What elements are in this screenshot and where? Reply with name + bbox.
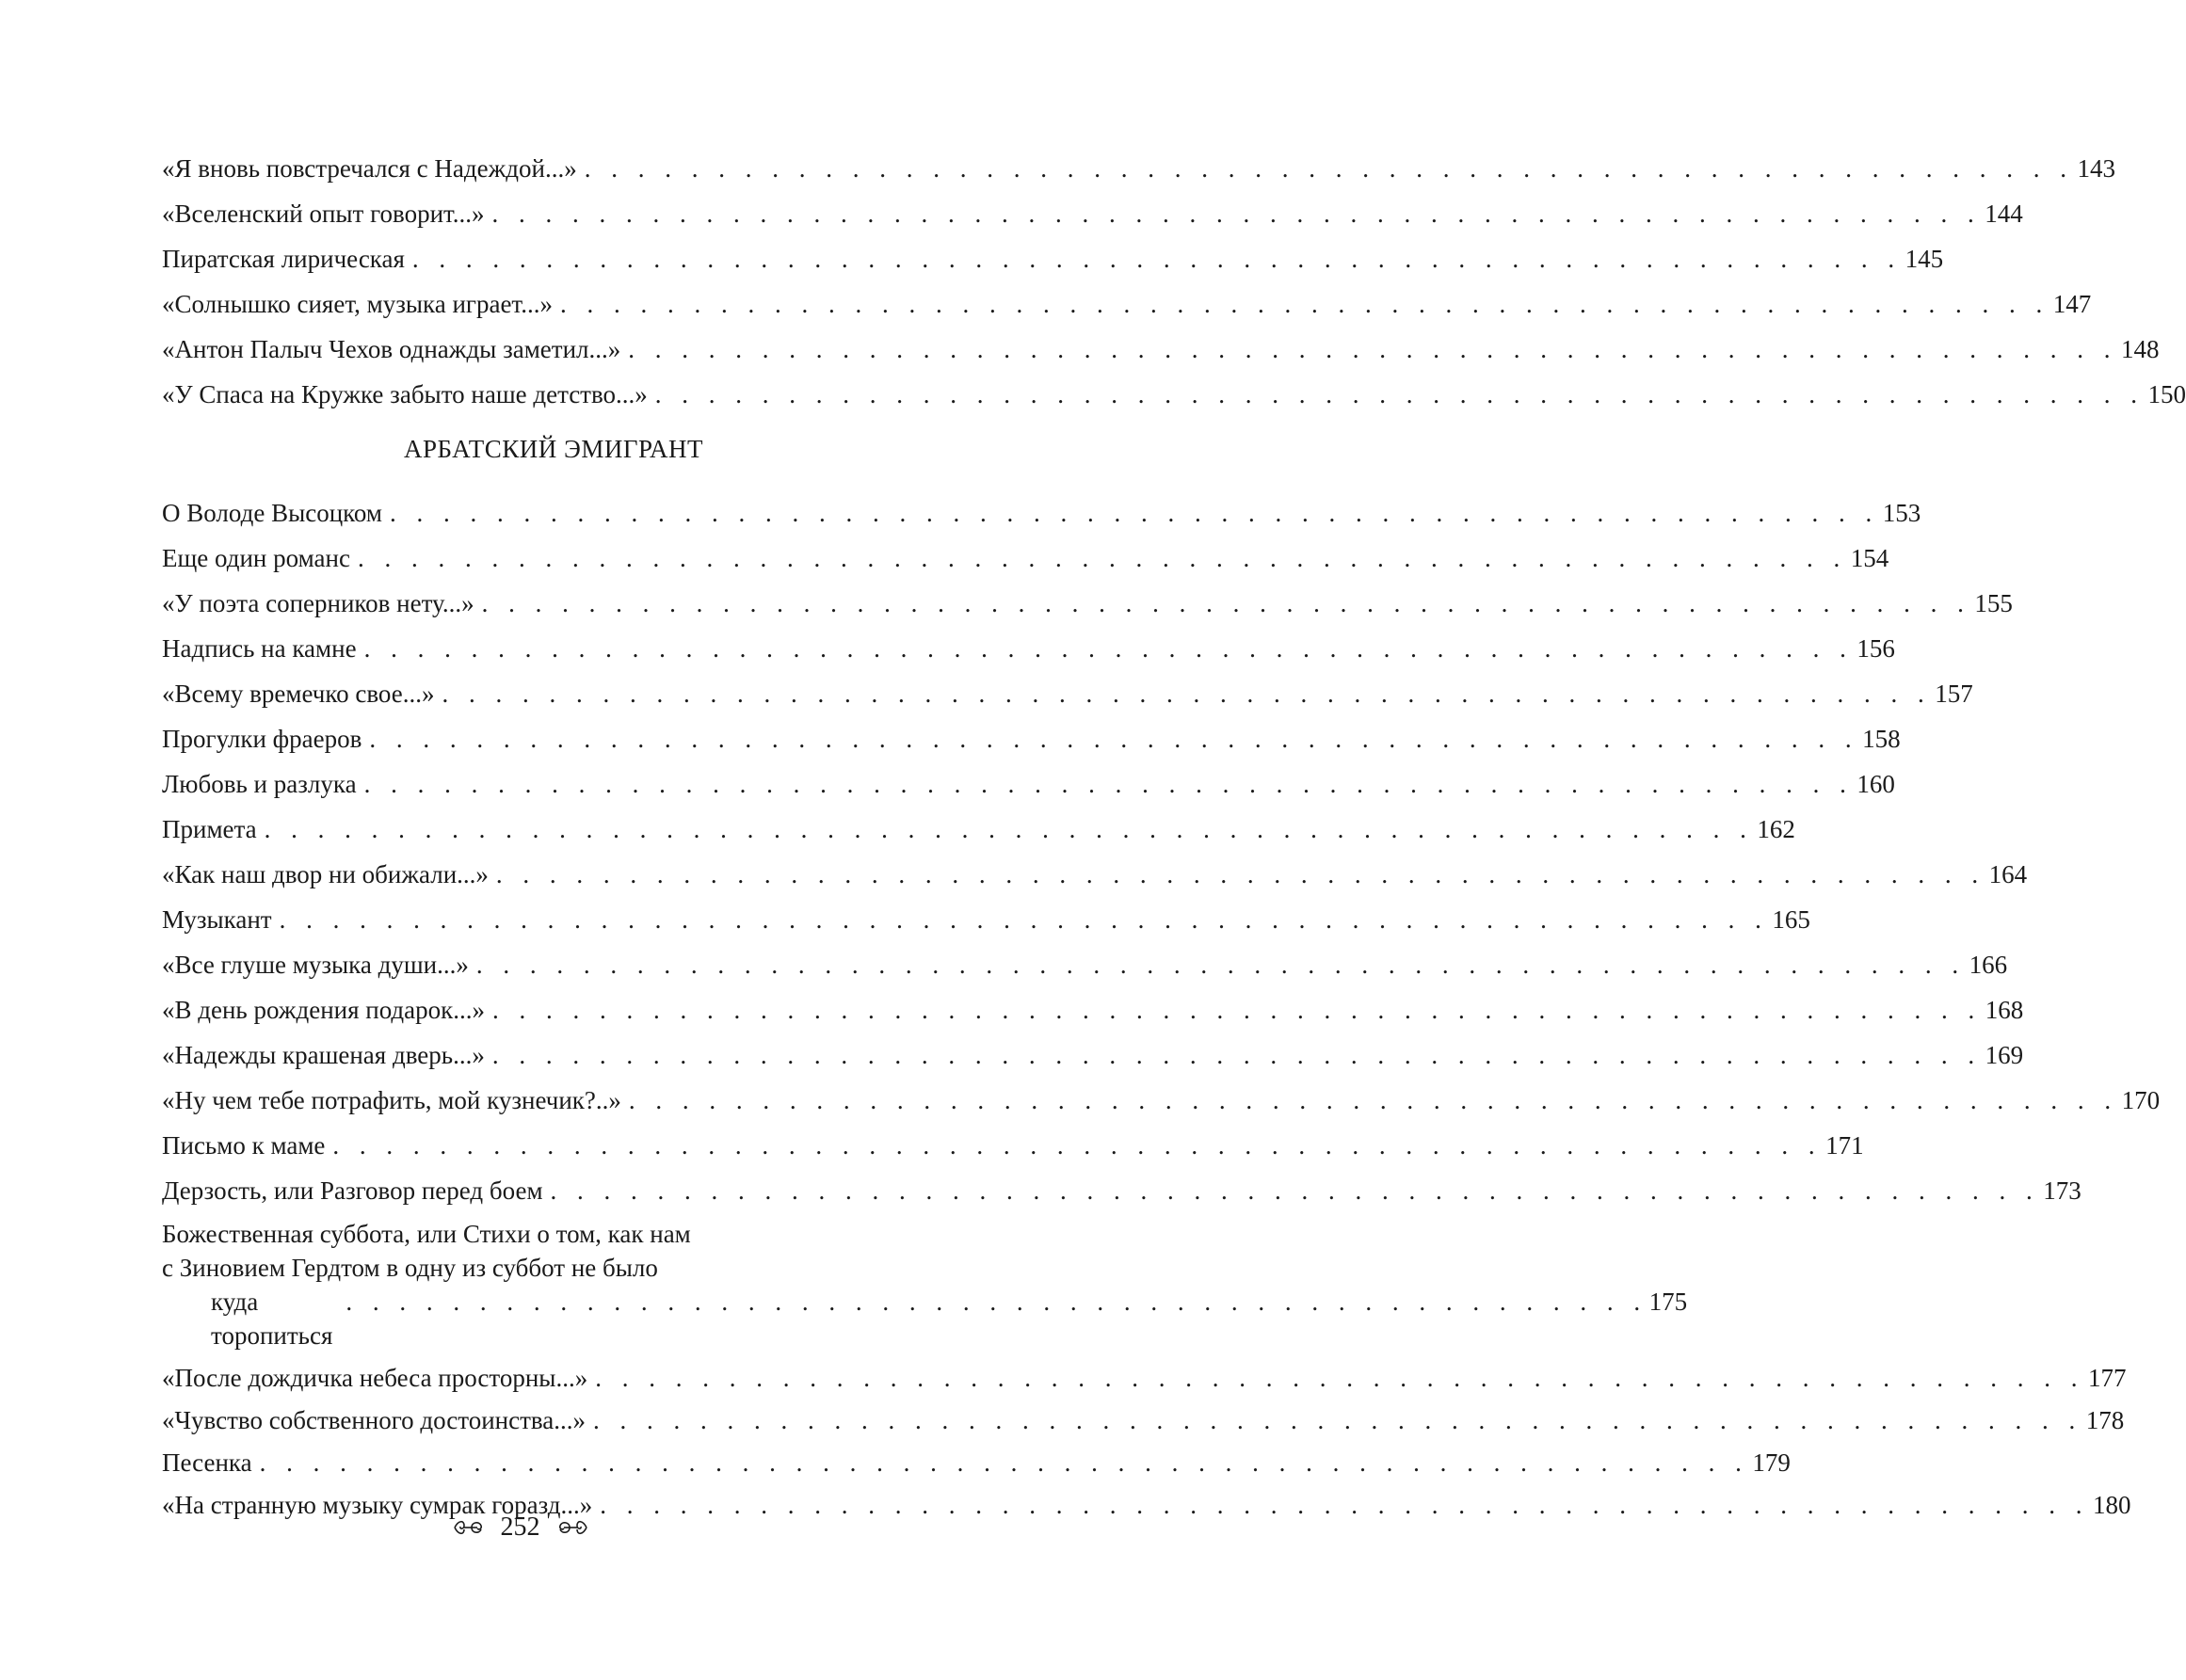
toc-entry[interactable] — [162, 858, 2028, 904]
leader-dots: . . . . . . . . . . . . . . . . . . . . . . . . . . . . . . . . . . . . . . . . . . . . . . . . . . . . . . . . — [279, 905, 1769, 934]
toc-entry[interactable] — [162, 1039, 2024, 1084]
toc-entry-title: «Антон Палыч Чехов однажды заметил...» — [162, 335, 621, 363]
toc-entry-title-line-3-row — [162, 1285, 1688, 1352]
toc-entry-page: 155 — [1974, 589, 2013, 617]
leader-dots: . . . . . . . . . . . . . . . . . . . . . . . . . . . . . . . . . . . . . . . . . . . . . . . . . . . . . . . . — [411, 245, 1902, 273]
leader-dots: . . . . . . . . . . . . . . . . . . . . . . . . . . . . . . . . . . . . . . . . . . . . . . . . . . . . . . . . — [491, 200, 1982, 228]
toc-entry-page: 169 — [1985, 1041, 2024, 1069]
page-footer — [0, 1510, 1040, 1544]
toc-entry-page: 145 — [1905, 245, 1944, 273]
toc-entry-title: Прогулки фраеров — [162, 725, 362, 753]
toc-entry-title: «Все глуше музыка души...» — [162, 951, 469, 979]
toc-entry-title: «Солнышко сияет, музыка играет...» — [162, 290, 553, 318]
toc-entry-title: «Всему времечко свое...» — [162, 680, 435, 708]
toc-entry-page: 164 — [1988, 860, 2028, 888]
toc-entry[interactable] — [162, 1404, 2125, 1447]
toc-entry-title: Письмо к маме — [162, 1131, 326, 1160]
leader-dots: . . . . . . . . . . . . . . . . . . . . . . . . . . . . . . . . . . . . . . . . . . . . . . . . . . . . . . . . — [593, 1406, 2082, 1434]
page-number: 252 — [500, 1512, 540, 1542]
toc-entry[interactable] — [162, 1447, 1791, 1489]
toc-entry[interactable] — [162, 1129, 1864, 1175]
toc-entry-title: О Володе Высоцком — [162, 499, 382, 527]
toc-entry-title: Музыкант — [162, 905, 272, 934]
toc-entry-title: «Вселенский опыт говорит...» — [162, 200, 485, 228]
section-heading: АРБАТСКИЙ ЭМИГРАНТ — [403, 435, 704, 463]
toc-entry-multiline[interactable] — [162, 1217, 1688, 1352]
toc-entry-title-line-1: Божественная суббота, или Стихи о том, как нам — [162, 1220, 691, 1248]
leader-dots: . . . . . . . . . . . . . . . . . . . . . . . . . . . . . . . . . . . . . . . . . . . . . . . . . . . . . . . . — [363, 634, 1854, 663]
toc-entry-page: 178 — [2085, 1406, 2125, 1434]
leader-dots: . . . . . . . . . . . . . . . . . . . . . . . . . . . . . . . . . . . . . . . . . . . . . . . . . . . . . . . . — [332, 1131, 1823, 1160]
leader-dots: . . . . . . . . . . . . . . . . . . . . . . . . . . . . . . . . . . . . . . . . . . . . . . . . . . . . . . . . — [481, 589, 1971, 617]
leader-dots: . . . . . . . . . . . . . . . . . . . . . . . . . . . . . . . . . . . . . . . . . . . . . . . . . . . . . . . . — [369, 725, 1859, 753]
toc-entry-page: 171 — [1825, 1131, 1864, 1160]
leader-dots: . . . . . . . . . . . . . . . . . . . . . . . . . . . . . . . . . . . . . . . . . . . . . . . . . . . . . . . . — [491, 1041, 1982, 1069]
leader-dots: . . . . . . . . . . . . . . . . . . . . . . . . . . . . . . . . . . . . . . . . . . . . . . . . . . . . . . . . — [495, 860, 1985, 888]
leader-dots: . . . . . . . . . . . . . . . . . . . . . . . . . . . . . . . . . . . . . . . . . . . . . . . . . . . . . . . . — [259, 1448, 1749, 1477]
toc-entry[interactable] — [162, 243, 1944, 288]
toc-entry[interactable] — [162, 723, 1901, 768]
toc-entry-title: «Ну чем тебе потрафить, мой кузнечик?..» — [162, 1086, 621, 1114]
toc-entry-page: 170 — [2121, 1086, 2161, 1114]
toc-entry-title: «Я вновь повстречался с Надеждой...» — [162, 154, 577, 183]
toc-entry[interactable] — [162, 152, 2115, 198]
toc-entry[interactable] — [162, 288, 2092, 333]
toc-entry-page: 143 — [2077, 154, 2115, 183]
toc-entry-page: 150 — [2147, 380, 2186, 408]
toc-entry-page: 166 — [1969, 951, 2008, 979]
toc-entry[interactable] — [162, 678, 1973, 723]
leader-dots: . . . . . . . . . . . . . . . . . . . . . . . . . . . . . . . . . . . . . . . . . . . . . . . . . — [346, 1288, 1648, 1316]
toc-entry-title: «У Спаса на Кружке забыто наше детство...» — [162, 380, 648, 408]
toc-entry-title: Примета — [162, 815, 257, 843]
toc-entry[interactable] — [162, 949, 2008, 994]
toc-entry[interactable] — [162, 497, 1921, 542]
toc-entry-title: «Надежды крашеная дверь...» — [162, 1041, 485, 1069]
leader-dots: . . . . . . . . . . . . . . . . . . . . . . . . . . . . . . . . . . . . . . . . . . . . . . . . . . . . . . . . — [628, 1086, 2118, 1114]
toc-entry-page: 157 — [1935, 680, 1973, 708]
toc-entry-title: «После дождичка небеса просторны...» — [162, 1364, 588, 1392]
toc-entry[interactable] — [162, 994, 2024, 1039]
toc-entry[interactable] — [162, 768, 1895, 813]
leader-dots: . . . . . . . . . . . . . . . . . . . . . . . . . . . . . . . . . . . . . . . . . . . . . . . . . . . . . . . . — [475, 951, 1966, 979]
leader-dots: . . . . . . . . . . . . . . . . . . . . . . . . . . . . . . . . . . . . . . . . . . . . . . . . . . . . . . . . — [600, 1491, 2090, 1519]
toc-entry[interactable] — [162, 378, 2186, 424]
toc-entry-title: Дерзость, или Разговор перед боем — [162, 1176, 543, 1205]
toc-entry-page: 175 — [1648, 1288, 1688, 1316]
toc-entry-title: «На странную музыку сумрак горазд...» — [162, 1491, 593, 1519]
toc-entry[interactable] — [162, 813, 1795, 858]
leader-dots: . . . . . . . . . . . . . . . . . . . . . . . . . . . . . . . . . . . . . . . . . . . . . . . . . . . . . . . . — [628, 335, 2118, 363]
toc-entry[interactable] — [162, 904, 1810, 949]
toc-entry-title: «У поэта соперников нету...» — [162, 589, 474, 617]
toc-entry[interactable] — [162, 1084, 2161, 1129]
toc-entry-page: 162 — [1757, 815, 1795, 843]
toc-entry-title: «Как наш двор ни обижали...» — [162, 860, 489, 888]
toc-entry-page: 153 — [1882, 499, 1921, 527]
toc-entry-page: 177 — [2087, 1364, 2127, 1392]
toc-entry-page: 158 — [1862, 725, 1901, 753]
toc-entry-page: 154 — [1850, 544, 1889, 572]
toc-entry-page: 147 — [2052, 290, 2092, 318]
toc-entry-page: 156 — [1856, 634, 1895, 663]
toc-entry-title: Любовь и разлука — [162, 770, 357, 798]
toc-entry[interactable] — [162, 587, 2013, 632]
toc-entry-title: Пиратская лирическая — [162, 245, 405, 273]
leader-dots: . . . . . . . . . . . . . . . . . . . . . . . . . . . . . . . . . . . . . . . . . . . . . . . . . . . . . . . . — [442, 680, 1932, 708]
toc-entry-title: «В день рождения подарок...» — [162, 996, 486, 1024]
leader-dots: . . . . . . . . . . . . . . . . . . . . . . . . . . . . . . . . . . . . . . . . . . . . . . . . . . . . . . . . — [357, 544, 1847, 572]
toc-entry-title: Надпись на камне — [162, 634, 357, 663]
leader-dots: . . . . . . . . . . . . . . . . . . . . . . . . . . . . . . . . . . . . . . . . . . . . . . . . . . . . . . . . — [264, 815, 1754, 843]
toc-entry[interactable] — [162, 632, 1895, 678]
toc-section-1 — [162, 152, 2186, 1531]
toc-entry[interactable] — [162, 333, 2160, 378]
toc-entry-page: 173 — [2043, 1176, 2082, 1205]
toc-entry-title: Еще один романс — [162, 544, 350, 572]
toc-entry[interactable] — [162, 198, 2023, 243]
toc-entry-title-line-3: куда торопиться — [211, 1288, 333, 1350]
leader-dots: . . . . . . . . . . . . . . . . . . . . . . . . . . . . . . . . . . . . . . . . . . . . . . . . . . . . . . . . — [595, 1364, 2084, 1392]
toc-entry-page: 160 — [1856, 770, 1895, 798]
leader-dots: . . . . . . . . . . . . . . . . . . . . . . . . . . . . . . . . . . . . . . . . . . . . . . . . . . . . . . . . — [363, 770, 1854, 798]
toc-entry[interactable] — [162, 542, 1889, 587]
leader-dots: . . . . . . . . . . . . . . . . . . . . . . . . . . . . . . . . . . . . . . . . . . . . . . . . . . . . . . . . — [584, 154, 2074, 183]
toc-entry-page: 148 — [2121, 335, 2160, 363]
leader-dots: . . . . . . . . . . . . . . . . . . . . . . . . . . . . . . . . . . . . . . . . . . . . . . . . . . . . . . . . — [492, 996, 1982, 1024]
toc-entry-page: 165 — [1772, 905, 1810, 934]
toc-entry-title: Песенка — [162, 1448, 252, 1477]
toc-entry[interactable] — [162, 1175, 2082, 1217]
leader-dots: . . . . . . . . . . . . . . . . . . . . . . . . . . . . . . . . . . . . . . . . . . . . . . . . . . . . . . . . — [654, 380, 2145, 408]
leader-dots: . . . . . . . . . . . . . . . . . . . . . . . . . . . . . . . . . . . . . . . . . . . . . . . . . . . . . . . . — [550, 1176, 2040, 1205]
leader-dots: . . . . . . . . . . . . . . . . . . . . . . . . . . . . . . . . . . . . . . . . . . . . . . . . . . . . . . . . — [389, 499, 1879, 527]
ornament-left-icon — [453, 1518, 485, 1537]
toc-entry-page: 168 — [1985, 996, 2024, 1024]
toc-entry[interactable] — [162, 1362, 2127, 1404]
toc-entry-page: 180 — [2093, 1491, 2131, 1519]
leader-dots: . . . . . . . . . . . . . . . . . . . . . . . . . . . . . . . . . . . . . . . . . . . . . . . . . . . . . . . . — [559, 290, 2049, 318]
toc-entry-page: 144 — [1985, 200, 2023, 228]
toc-entry-title-line-2: с Зиновием Гердтом в одну из суббот не было — [162, 1254, 658, 1282]
ornament-right-icon — [556, 1518, 588, 1537]
toc-entry-title: «Чувство собственного достоинства...» — [162, 1406, 587, 1434]
toc-entry-page: 179 — [1752, 1448, 1791, 1477]
